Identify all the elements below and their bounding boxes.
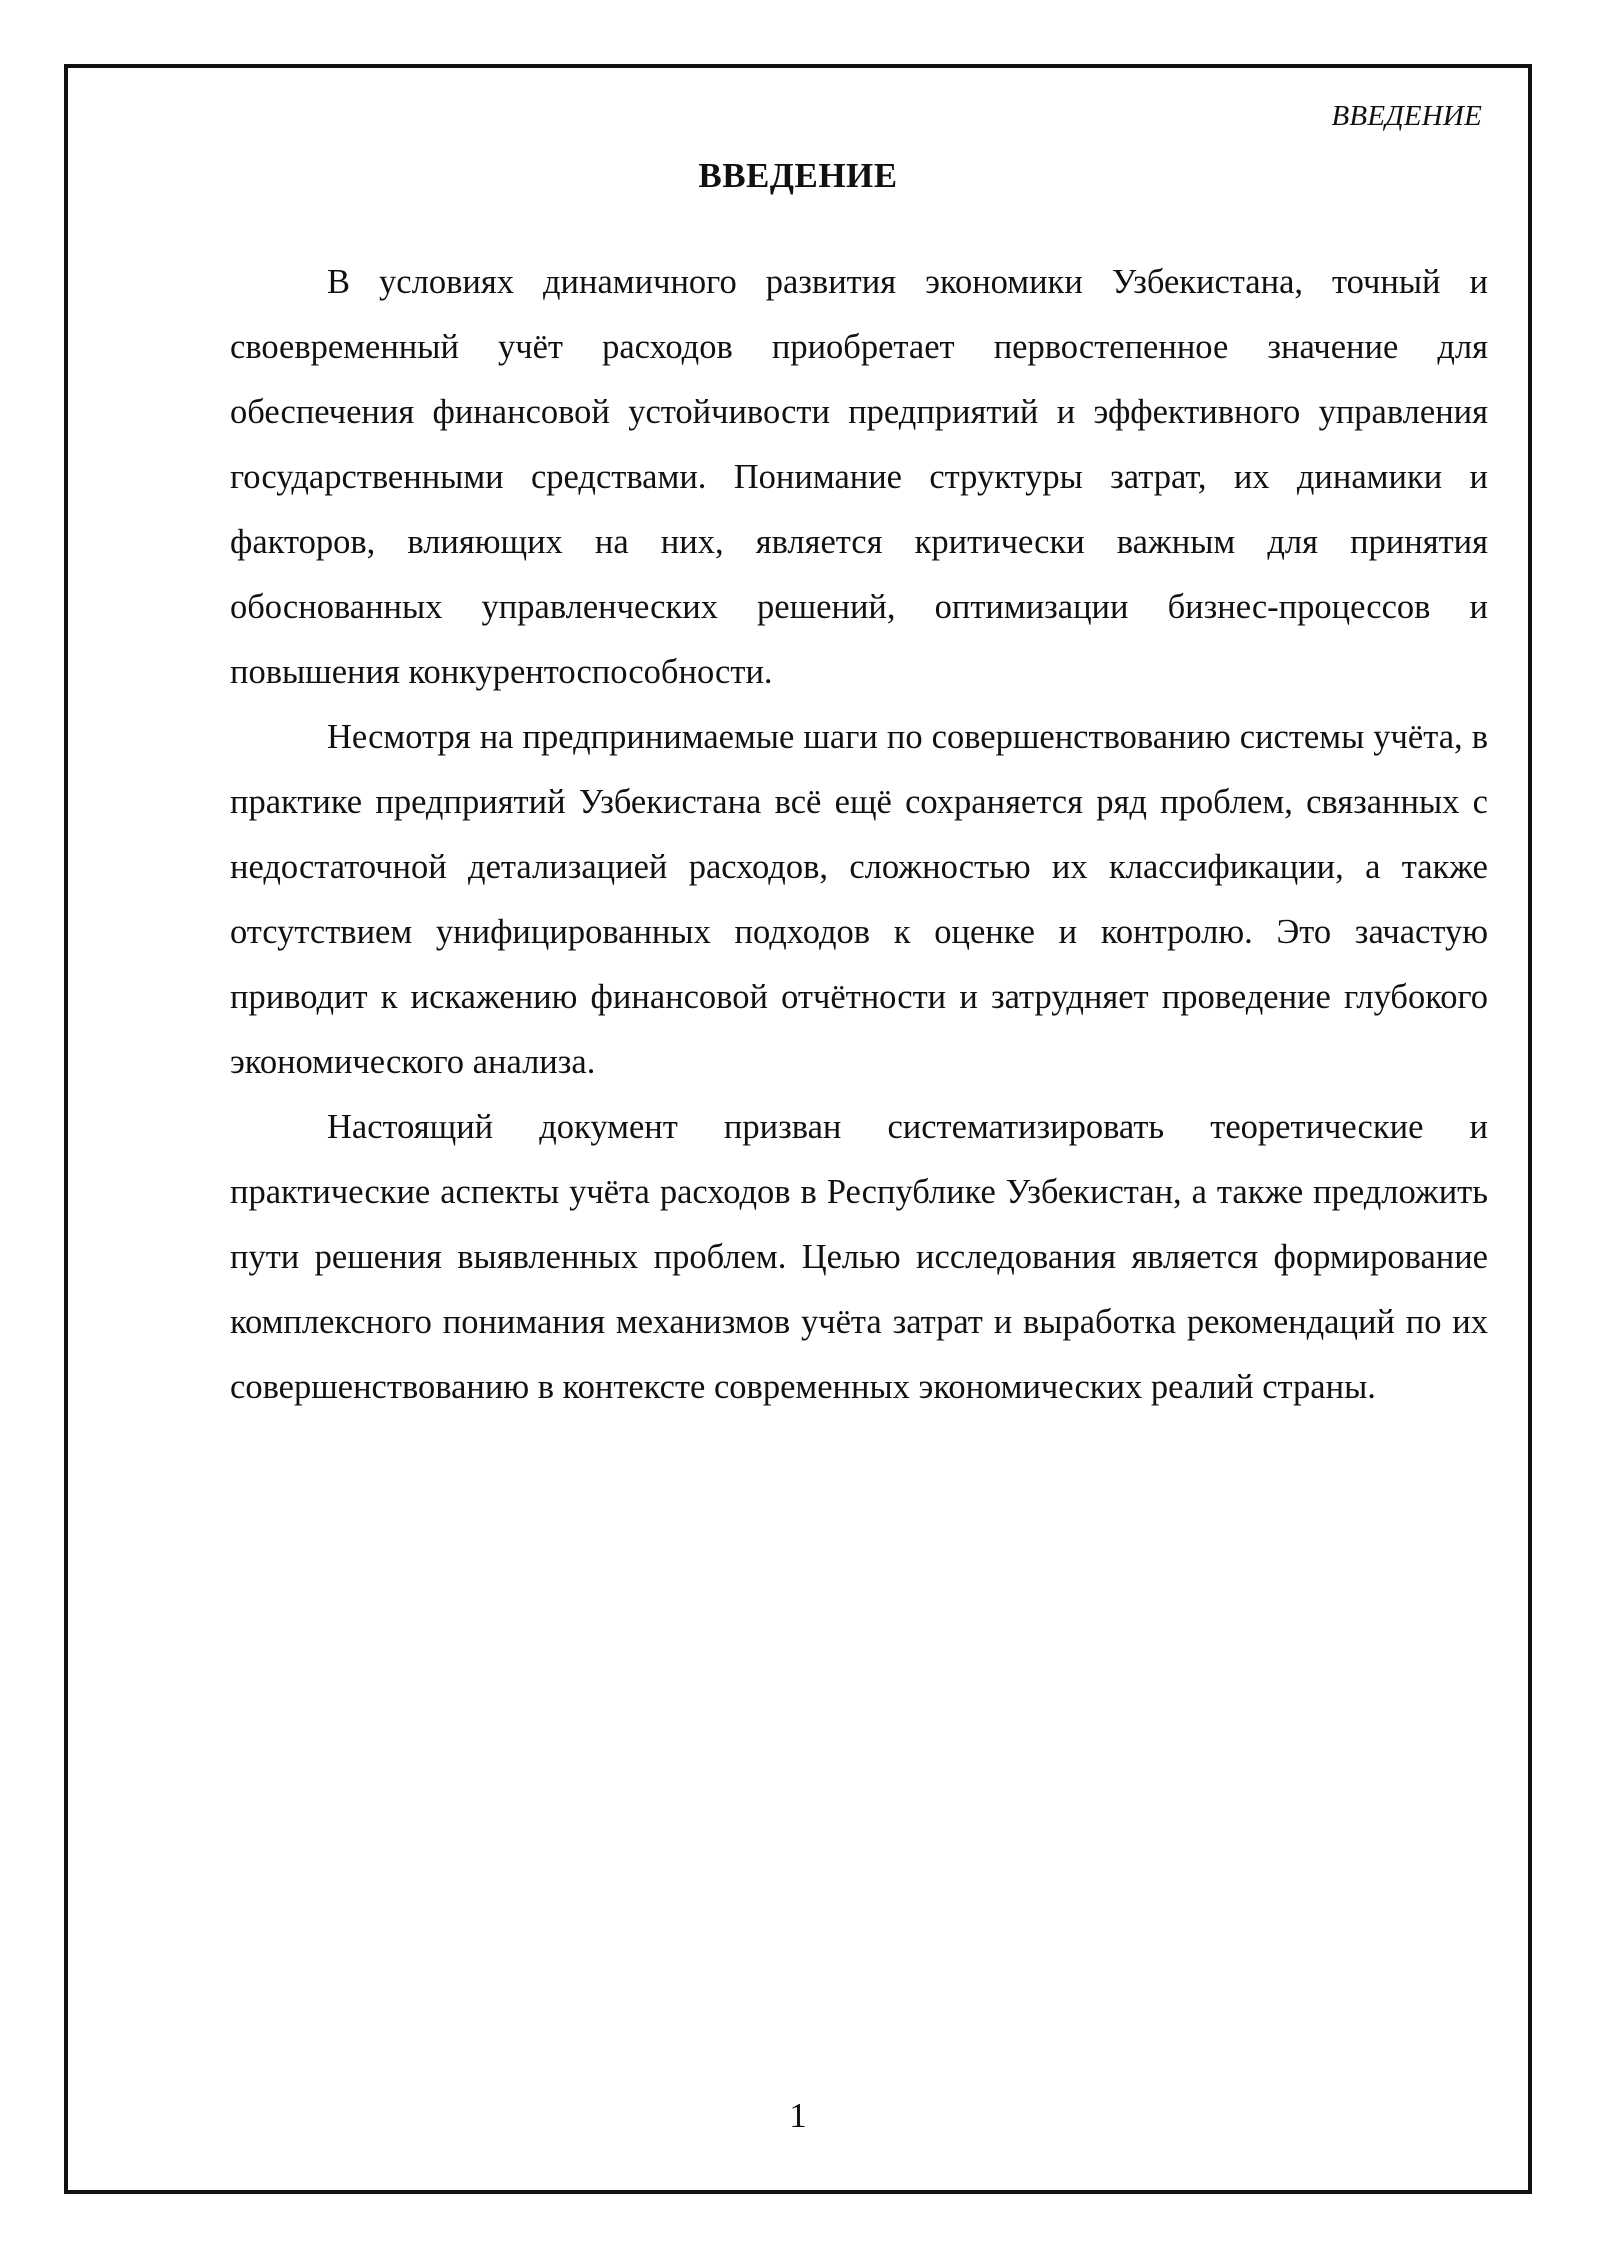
paragraph-3: Настоящий документ призван систематизировать теоретические и практические аспекты учёта расходов в Республике Узбекистан, а также предложить пути решения выявленных проблем. Целью исследования является формирование комплексного понимания механизмов учёта затрат и выработка рекомендаций по их совершенствованию в контексте современных экономических реалий страны. (230, 1108, 1488, 1406)
page-title: ВВЕДЕНИЕ (698, 156, 898, 195)
running-header: ВВЕДЕНИЕ (1331, 100, 1482, 132)
page-number: 1 (789, 2096, 807, 2135)
paragraph-1: В условиях динамичного развития экономики Узбекистана, точный и своевременный учёт расходов приобретает первостепенное значение для обеспечения финансовой устойчивости предприятий и эффективного управления государственными средствами. Понимание структуры затрат, их динамики и факторов, влияющих на них, является критически важным для принятия обоснованных управленческих решений, оптимизации бизнес-процессов и повышения конкурентоспособности. (230, 263, 1488, 691)
paragraph-2: Несмотря на предпринимаемые шаги по совершенствованию системы учёта, в практике предприятий Узбекистана всё ещё сохраняется ряд проблем, связанных с недостаточной детализацией расходов, сложностью их классификации, а также отсутствием унифицированных подходов к оценке и контролю. Это зачастую приводит к искажению финансовой отчётности и затрудняет проведение глубокого экономического анализа. (230, 718, 1488, 1081)
page-frame (64, 64, 1532, 2194)
body-text (230, 250, 1488, 1420)
